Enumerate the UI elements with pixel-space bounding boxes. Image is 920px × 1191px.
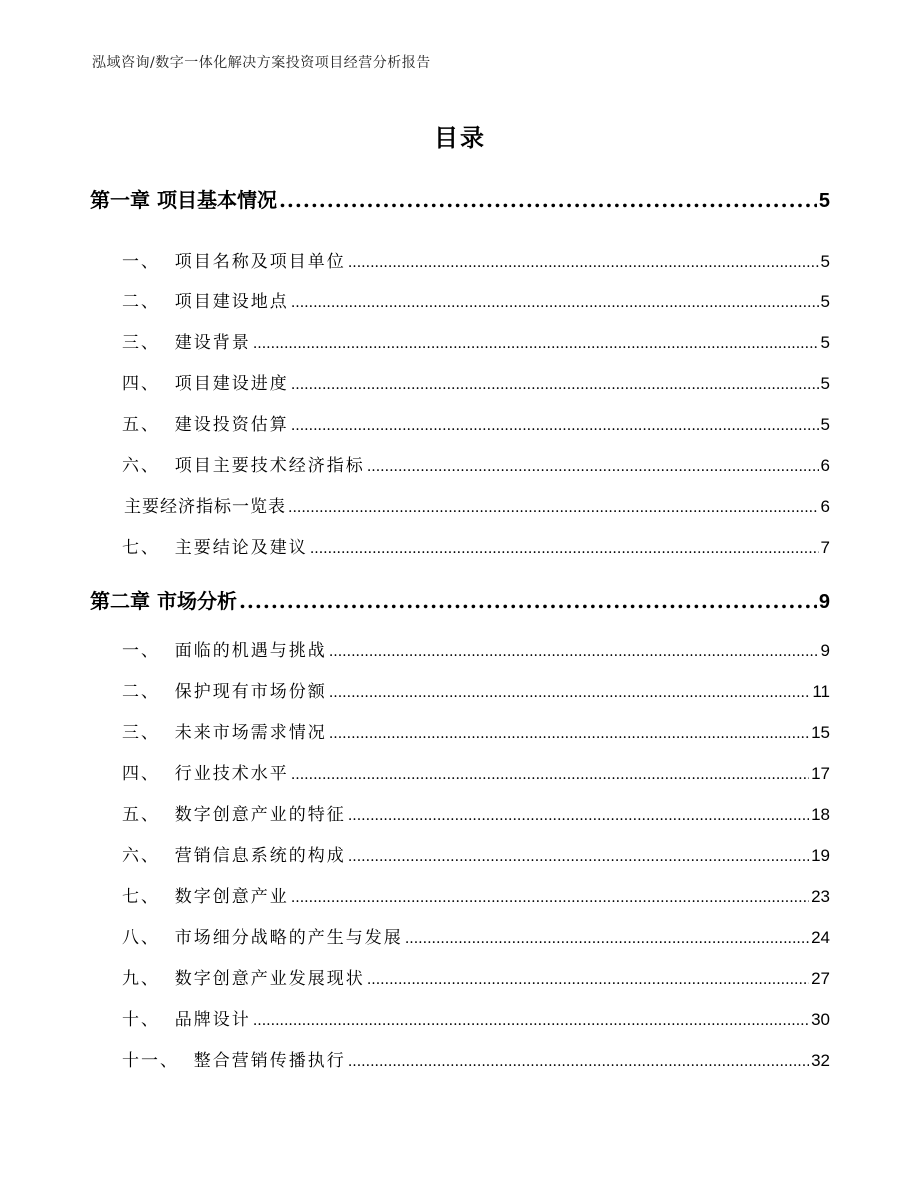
- toc-entry-label: 七、 主要结论及建议: [122, 538, 308, 558]
- dot-leader: [291, 295, 819, 311]
- toc-page-number: 32: [811, 1051, 830, 1070]
- toc-page-number: 11: [812, 682, 830, 701]
- toc-page-number: 5: [820, 415, 830, 434]
- toc-page-number: 18: [811, 805, 830, 824]
- toc-table-item[interactable]: [90, 492, 830, 517]
- toc-section[interactable]: [90, 328, 830, 353]
- toc-entry-label: 五、 建设投资估算: [122, 415, 289, 435]
- dot-leader: [329, 726, 809, 742]
- toc-section[interactable]: [90, 410, 830, 435]
- toc-section[interactable]: [90, 533, 830, 558]
- toc-section[interactable]: [90, 636, 830, 661]
- toc-entry-label: 六、 营销信息系统的构成: [122, 846, 346, 866]
- dot-leader: [253, 336, 819, 352]
- toc-entry-label: 二、 项目建设地点: [122, 292, 289, 312]
- toc-page-number: 17: [811, 764, 830, 783]
- toc-section[interactable]: [90, 1005, 830, 1030]
- toc-entry-label: 一、 面临的机遇与挑战: [122, 641, 327, 661]
- toc-entry-label: 二、 保护现有市场份额: [122, 682, 327, 702]
- toc-entry-label: 六、 项目主要技术经济指标: [122, 456, 365, 476]
- dot-leader: [405, 931, 809, 947]
- toc-entry-label: 四、 项目建设进度: [122, 374, 289, 394]
- toc-section[interactable]: [90, 800, 830, 825]
- toc-page-number: 5: [820, 374, 830, 393]
- toc-page-number: 9: [818, 591, 830, 613]
- toc-section[interactable]: [90, 677, 830, 702]
- dot-leader: [348, 1054, 809, 1070]
- toc-page-number: 24: [811, 928, 830, 947]
- dot-leader: [239, 589, 817, 613]
- toc-section[interactable]: [90, 882, 830, 907]
- toc-section[interactable]: [90, 369, 830, 394]
- toc-entry-label: 九、 数字创意产业发展现状: [122, 969, 365, 989]
- toc-page-number: 5: [820, 252, 830, 271]
- toc-title: 目录: [434, 123, 486, 152]
- dot-leader: [367, 459, 819, 475]
- dot-leader: [329, 685, 811, 701]
- toc-page-number: 23: [811, 887, 830, 906]
- toc-entry-label: 四、 行业技术水平: [122, 764, 289, 784]
- toc-section[interactable]: [90, 718, 830, 743]
- dot-leader: [310, 541, 819, 557]
- dot-leader: [329, 644, 819, 660]
- toc-page-number: 9: [820, 641, 830, 660]
- dot-leader: [291, 890, 809, 906]
- toc-page-number: 5: [820, 333, 830, 352]
- dot-leader: [253, 1013, 809, 1029]
- running-header: 泓域咨询/数字一体化解决方案投资项目经营分析报告: [92, 55, 431, 71]
- dot-leader: [367, 972, 809, 988]
- toc-entry-label: 七、 数字创意产业: [122, 887, 289, 907]
- toc-entry-label: 三、 建设背景: [122, 333, 251, 353]
- dot-leader: [291, 767, 809, 783]
- toc-entry-label: 十一、 整合营销传播执行: [122, 1051, 346, 1071]
- toc-section[interactable]: [90, 1046, 830, 1071]
- toc-section[interactable]: [90, 451, 830, 476]
- toc-entry-label: 第一章 项目基本情况: [90, 188, 277, 212]
- dot-leader: [291, 418, 819, 434]
- toc-entry-label: 十、 品牌设计: [122, 1010, 251, 1030]
- dot-leader: [291, 377, 819, 393]
- toc-section[interactable]: [90, 287, 830, 312]
- toc-page-number: 27: [811, 969, 830, 988]
- dot-leader: [288, 500, 819, 516]
- toc-page-number: 19: [811, 846, 830, 865]
- toc-section[interactable]: [90, 841, 830, 866]
- toc-entry-label: 五、 数字创意产业的特征: [122, 805, 346, 825]
- toc-chapter-1[interactable]: [90, 184, 830, 213]
- toc-page-number: 6: [820, 456, 830, 475]
- toc-page-number: 6: [820, 497, 830, 516]
- toc-section[interactable]: [90, 964, 830, 989]
- toc-entry-label: 主要经济指标一览表: [124, 497, 286, 517]
- toc-chapter-2[interactable]: [90, 585, 830, 614]
- dot-leader: [348, 255, 819, 271]
- toc-page-number: 30: [811, 1010, 830, 1029]
- toc-entry-label: 三、 未来市场需求情况: [122, 723, 327, 743]
- dot-leader: [279, 188, 817, 212]
- toc-section[interactable]: [90, 247, 830, 272]
- toc-section[interactable]: [90, 923, 830, 948]
- toc-entry-label: 一、 项目名称及项目单位: [122, 252, 346, 272]
- dot-leader: [348, 808, 809, 824]
- toc-page-number: 15: [811, 723, 830, 742]
- toc-section[interactable]: [90, 759, 830, 784]
- toc-page-number: 5: [820, 292, 830, 311]
- toc-page-number: 7: [820, 538, 830, 557]
- toc-page-number: 5: [818, 190, 830, 212]
- dot-leader: [348, 849, 809, 865]
- toc-entry-label: 八、 市场细分战略的产生与发展: [122, 928, 403, 948]
- toc-entry-label: 第二章 市场分析: [90, 589, 237, 613]
